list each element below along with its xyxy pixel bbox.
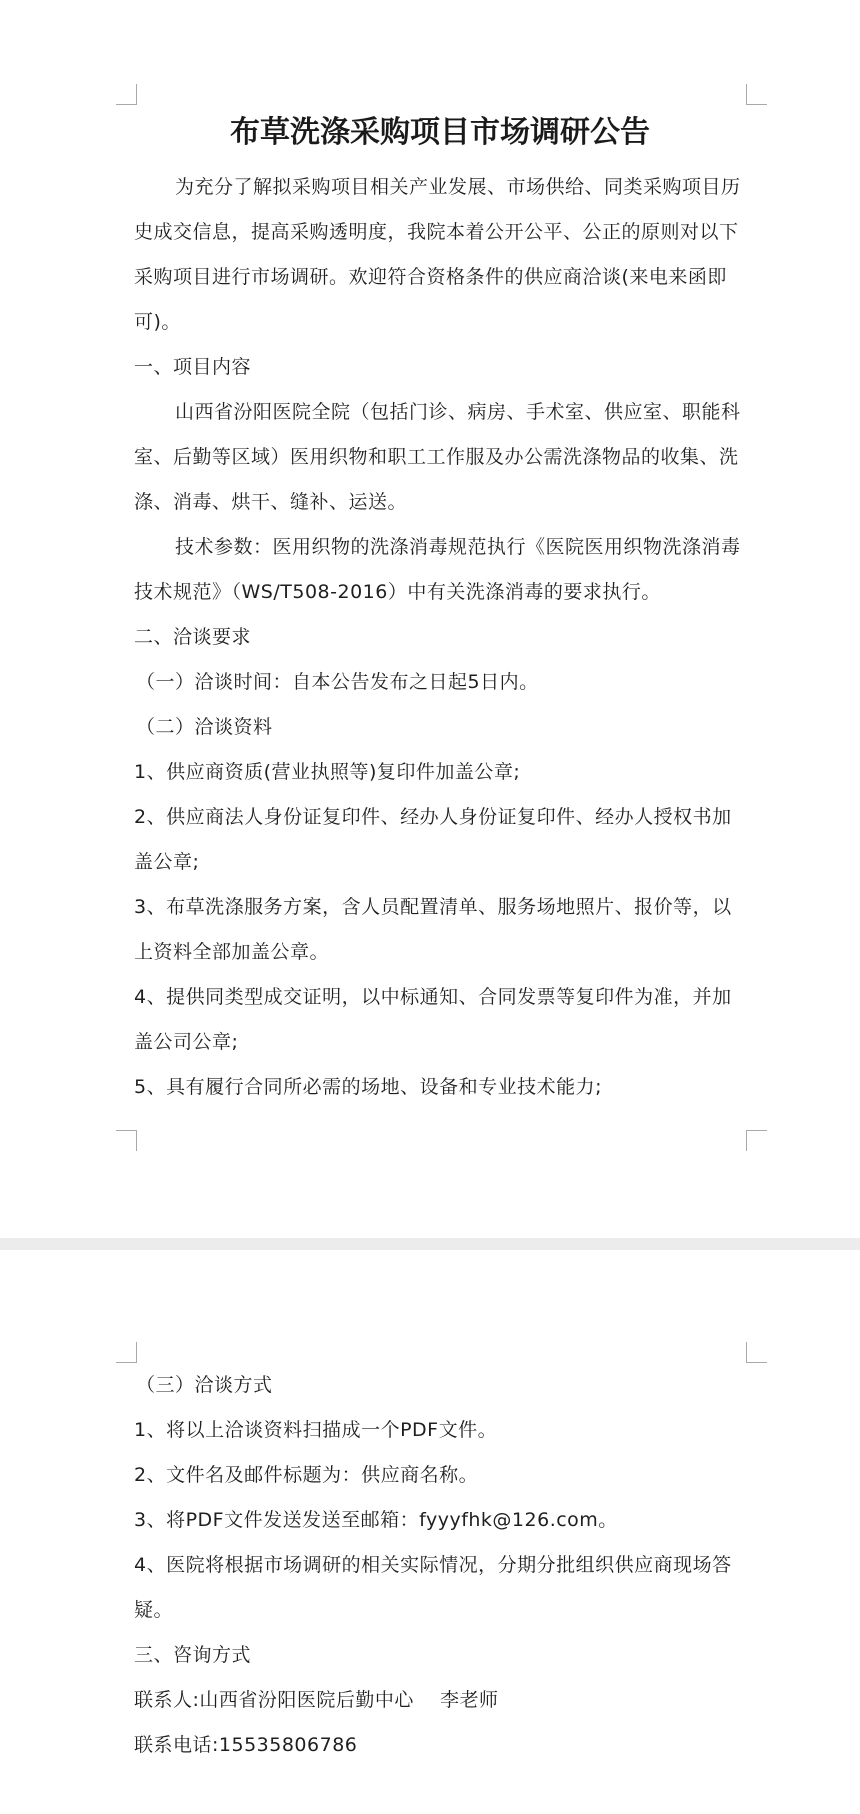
section-heading-project: 一、项目内容: [134, 356, 252, 378]
page-separator: [0, 1238, 860, 1250]
page-corner-mark: [746, 1130, 767, 1151]
method-item: 2、文件名及邮件标题为：供应商名称。: [134, 1464, 479, 1486]
page-corner-mark: [116, 1342, 137, 1363]
materials-item: 4、提供同类型成交证明，以中标通知、合同发票等复印件为准，并加盖公司公章;: [134, 986, 732, 1053]
materials-item: 2、供应商法人身份证复印件、经办人身份证复印件、经办人授权书加盖公章;: [134, 806, 732, 873]
project-content-paragraph: 山西省汾阳医院全院（包括门诊、病房、手术室、供应室、职能科室、后勤等区域）医用织物和职工工作服及办公需洗涤物品的收集、洗涤、消毒、烘干、缝补、运送。: [134, 401, 741, 513]
method-item: 4、医院将根据市场调研的相关实际情况，分期分批组织供应商现场答疑。: [134, 1554, 732, 1621]
contact-phone: 联系电话:15535806786: [134, 1734, 358, 1756]
page-corner-mark: [116, 84, 137, 105]
intro-paragraph: 为充分了解拟采购项目相关产业发展、市场供给、同类采购项目历史成交信息，提高采购透明度，我院本着公开公平、公正的原则对以下采购项目进行市场调研。欢迎符合资格条件的供应商洽谈(来电来函即可)。: [134, 176, 741, 333]
contact-person: 联系人:山西省汾阳医院后勤中心 李老师: [134, 1689, 499, 1711]
page-corner-mark: [746, 84, 767, 105]
materials-item: 3、布草洗涤服务方案，含人员配置清单、服务场地照片、报价等，以上资料全部加盖公章。: [134, 896, 732, 963]
method-heading: （三）洽谈方式: [136, 1374, 273, 1396]
method-item-email: 3、将PDF文件发送发送至邮箱：fyyyfhk@126.com。: [134, 1509, 618, 1531]
page-2-content: [134, 1363, 746, 1768]
page-corner-mark: [746, 1342, 767, 1363]
page-corner-mark: [116, 1130, 137, 1151]
section-heading-consultation: 三、咨询方式: [134, 1644, 252, 1666]
materials-heading: （二）洽谈资料: [136, 716, 273, 738]
technical-parameters-paragraph: 技术参数：医用织物的洗涤消毒规范执行《医院医用织物洗涤消毒技术规范》（WS/T508-2016）中有关洗涤消毒的要求执行。: [134, 536, 741, 603]
negotiation-time: （一）洽谈时间：自本公告发布之日起5日内。: [136, 671, 539, 693]
materials-item: 1、供应商资质(营业执照等)复印件加盖公章;: [134, 761, 521, 783]
page-1-content: [134, 108, 746, 1110]
document-title: 布草洗涤采购项目市场调研公告: [230, 115, 650, 150]
section-heading-requirements: 二、洽谈要求: [134, 626, 252, 648]
materials-item: 5、具有履行合同所必需的场地、设备和专业技术能力;: [134, 1076, 602, 1098]
method-item: 1、将以上洽谈资料扫描成一个PDF文件。: [134, 1419, 498, 1441]
